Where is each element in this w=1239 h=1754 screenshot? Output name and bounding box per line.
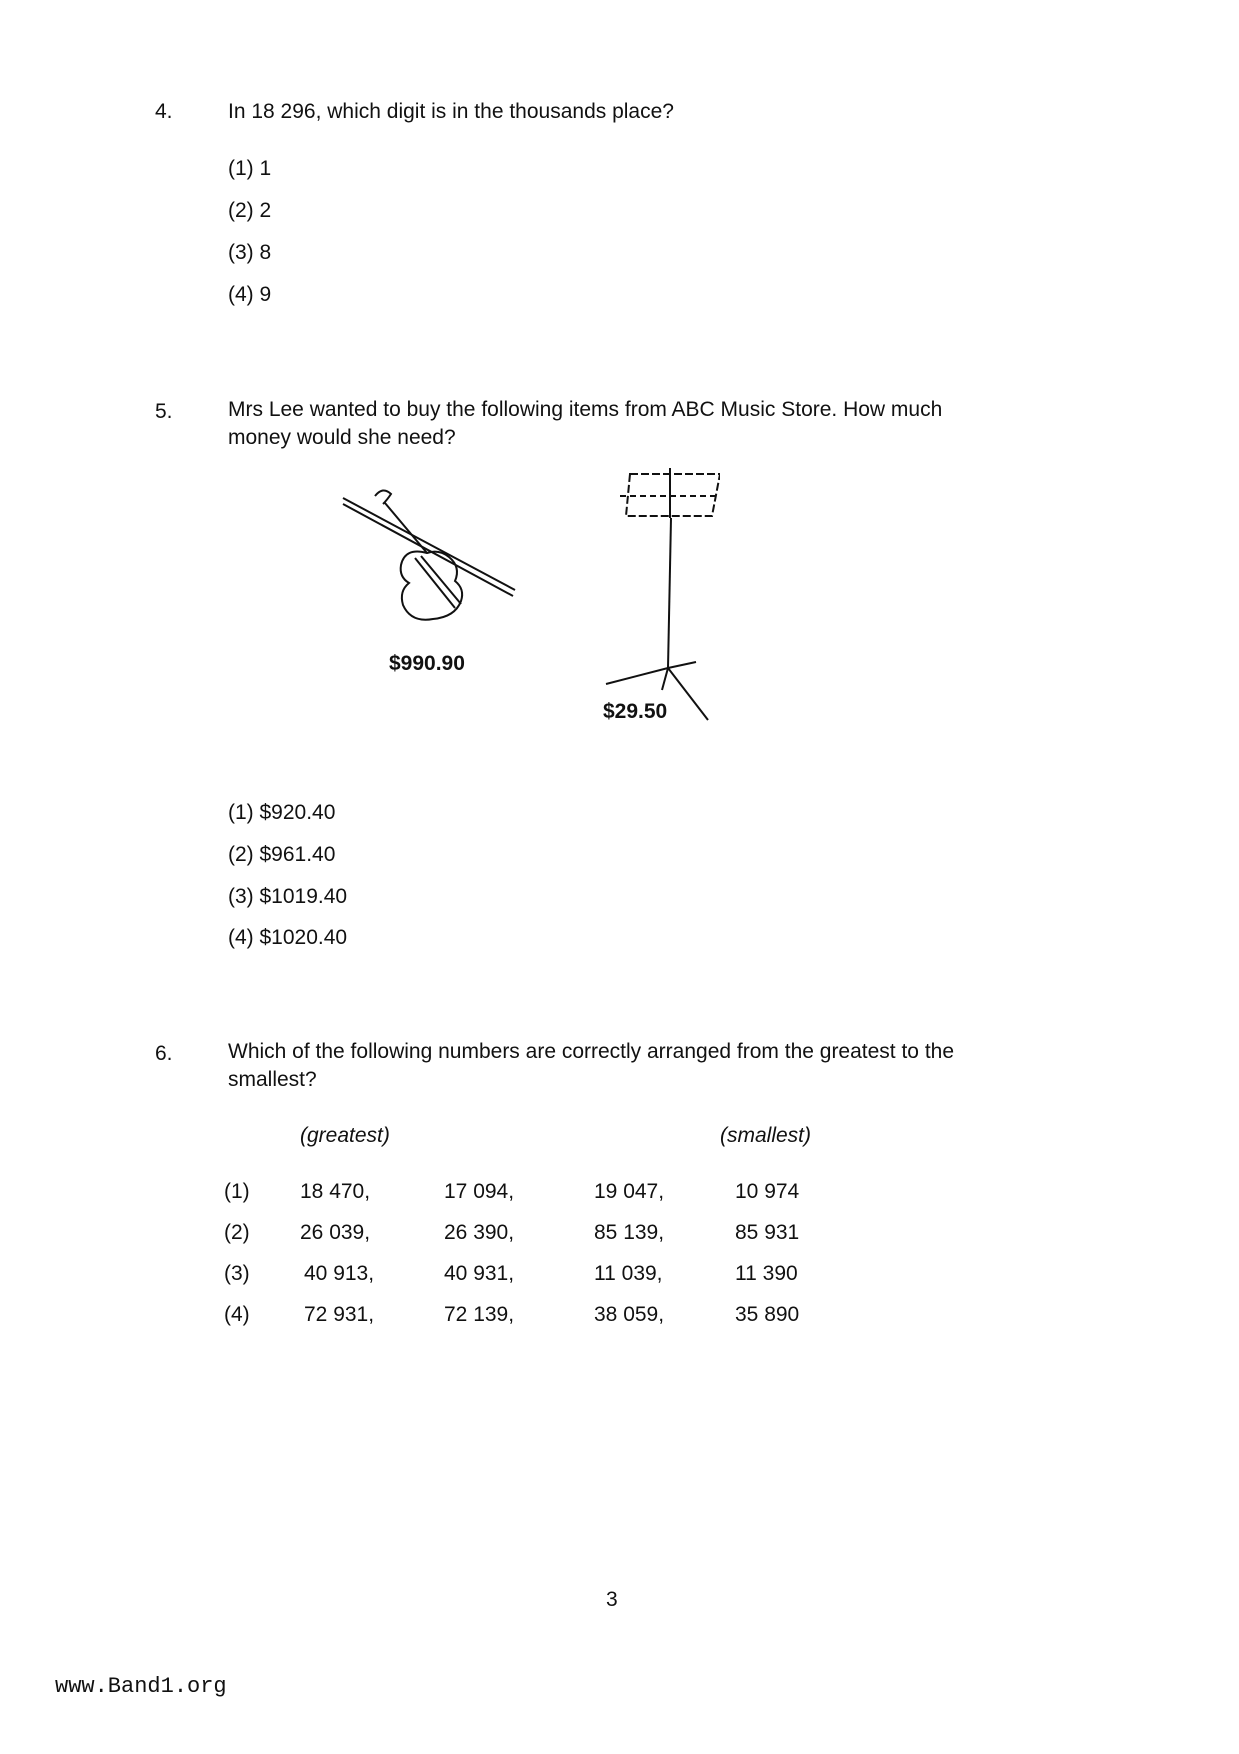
row-label: (1) bbox=[224, 1180, 250, 1203]
question-4-text: In 18 296, which digit is in the thousands place? bbox=[228, 100, 674, 123]
question-4-option-3: (3) 8 bbox=[228, 241, 272, 264]
cell: 10 974 bbox=[735, 1180, 800, 1203]
cell: 72 931, bbox=[304, 1303, 375, 1326]
cell: 17 094, bbox=[444, 1180, 515, 1203]
violin-price: $990.90 bbox=[389, 652, 465, 675]
question-6-number: 6. bbox=[155, 1042, 173, 1065]
cell: 38 059, bbox=[594, 1303, 665, 1326]
question-5-option-1: (1) $920.40 bbox=[228, 801, 336, 824]
cell: 85 931 bbox=[735, 1221, 800, 1244]
question-4-option-1: (1) 1 bbox=[228, 157, 272, 180]
question-5-option-2: (2) $961.40 bbox=[228, 843, 336, 866]
row-label: (2) bbox=[224, 1221, 250, 1244]
page-number: 3 bbox=[606, 1588, 618, 1611]
row-label: (4) bbox=[224, 1303, 250, 1326]
question-4-option-4: (4) 9 bbox=[228, 283, 272, 306]
cell: 35 890 bbox=[735, 1303, 800, 1326]
header-smallest: (smallest) bbox=[720, 1124, 812, 1147]
row-label: (3) bbox=[224, 1262, 250, 1285]
cell: 11 039, bbox=[594, 1262, 663, 1285]
cell: 19 047, bbox=[594, 1180, 665, 1203]
question-5-text-line1: Mrs Lee wanted to buy the following items from ABC Music Store. How much bbox=[228, 398, 943, 421]
question-6-text-line1: Which of the following numbers are correctly arranged from the greatest to the bbox=[228, 1040, 955, 1063]
cell: 72 139, bbox=[444, 1303, 515, 1326]
cell: 18 470, bbox=[300, 1180, 371, 1203]
header-greatest: (greatest) bbox=[300, 1124, 390, 1147]
cell: 11 390 bbox=[735, 1262, 798, 1285]
cell: 26 039, bbox=[300, 1221, 371, 1244]
music-stand-price: $29.50 bbox=[603, 700, 668, 723]
cell: 26 390, bbox=[444, 1221, 515, 1244]
question-5-text-line2: money would she need? bbox=[228, 426, 456, 449]
cell: 85 139, bbox=[594, 1221, 665, 1244]
music-stand-icon bbox=[600, 458, 720, 728]
cell: 40 913, bbox=[304, 1262, 375, 1285]
question-4-option-2: (2) 2 bbox=[228, 199, 272, 222]
footer-url: www.Band1.org bbox=[55, 1674, 227, 1699]
question-4-number: 4. bbox=[155, 100, 173, 123]
question-6-text-line2: smallest? bbox=[228, 1068, 317, 1091]
cell: 40 931, bbox=[444, 1262, 515, 1285]
question-5-option-3: (3) $1019.40 bbox=[228, 885, 348, 908]
violin-icon bbox=[335, 478, 525, 628]
question-5-number: 5. bbox=[155, 400, 173, 423]
question-5-option-4: (4) $1020.40 bbox=[228, 926, 348, 949]
